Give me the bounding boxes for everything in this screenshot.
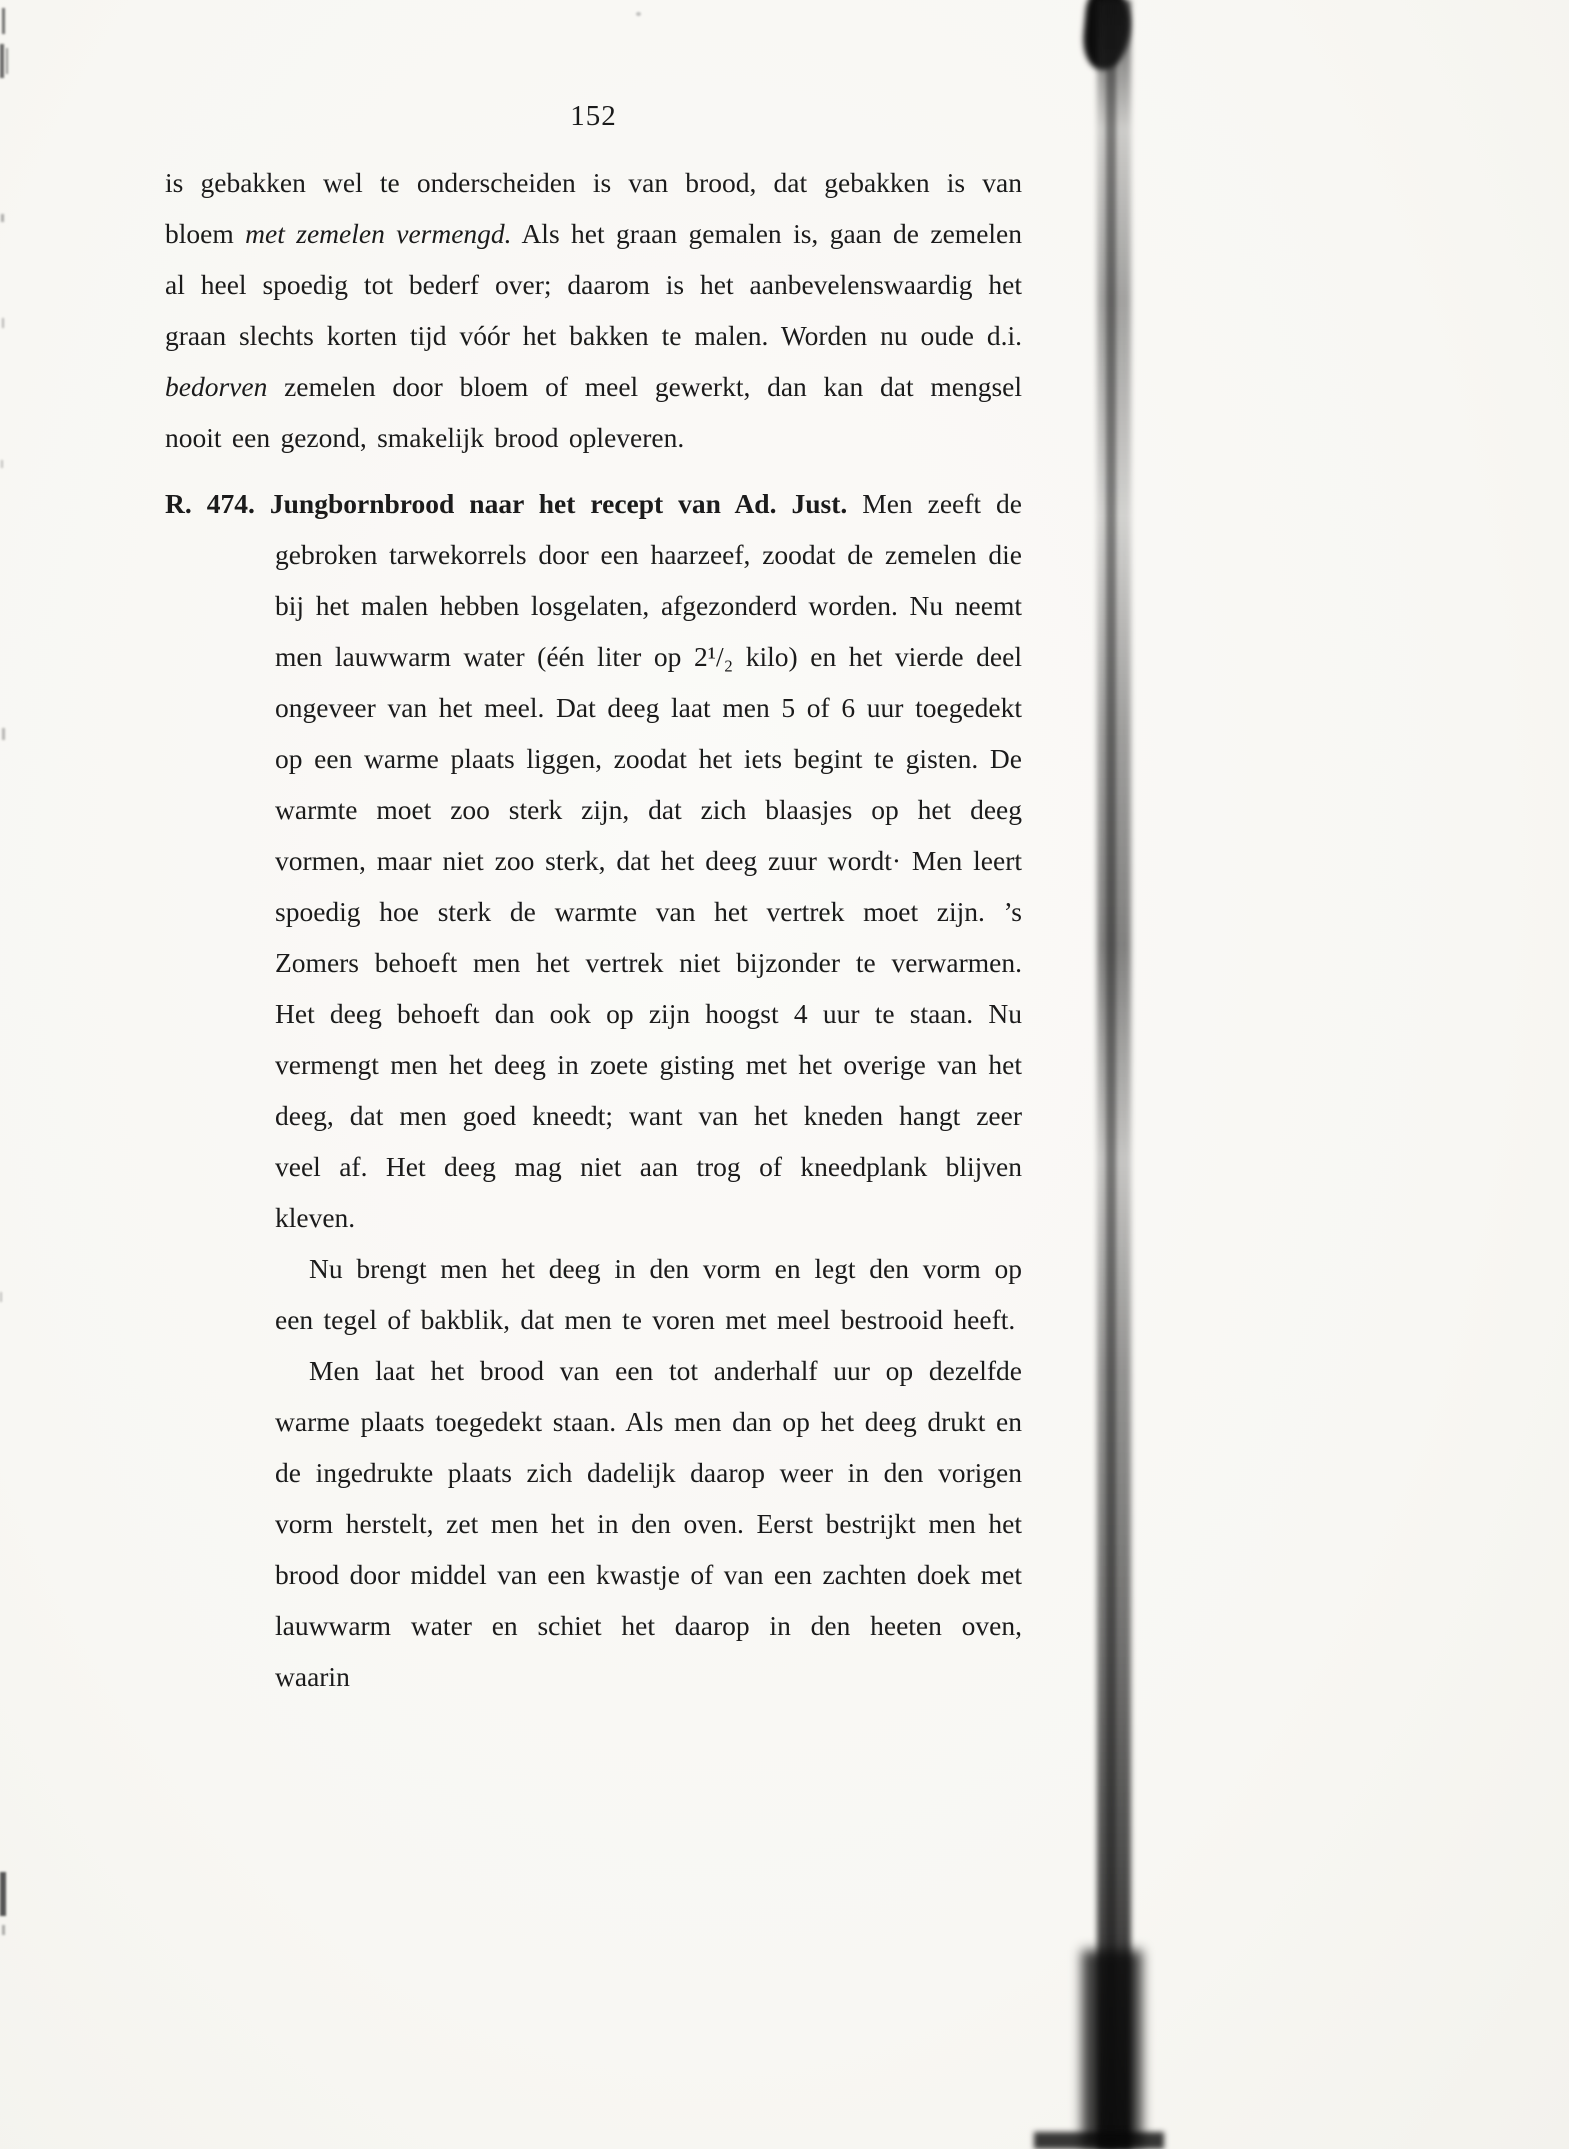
recipe-paragraph-2: Nu brengt men het deeg in den vorm en legt den vorm op een tegel of bakblik, dat men te voren met meel bestrooid heeft.	[275, 1253, 1022, 1335]
scan-artifact-right-bottom-shadow	[1082, 1950, 1142, 2149]
scan-artifact-left-mark	[2, 318, 4, 328]
recipe-paragraph-3: Men laat het brood van een tot anderhalf uur op dezelfde warme plaats toegedekt staan. Als men dan op het deeg drukt en de ingedrukte plaats zich dadelijk daarop weer in den vorigen vorm herstelt, zet men het in den oven. Eerst bestrijkt men het brood door middel van een kwastje of van een zachten doek met lauwwarm water en schiet het daarop in den heeten oven, waarin	[275, 1355, 1022, 1692]
recipe-lead-paragraph	[165, 478, 1023, 1243]
scan-artifact-left-mark	[2, 1925, 5, 1935]
scan-artifact-left-mark	[0, 44, 4, 78]
scan-artifact-left-mark	[1, 214, 4, 222]
scan-artifact-corner-blob	[1081, 0, 1134, 72]
intro-paragraph	[165, 157, 1022, 463]
recipe-section	[165, 478, 1022, 1702]
intro-text-3: zemelen door bloem of meel gewerkt, dan kan dat mengsel nooit een gezond, smakelijk brood opleveren.	[165, 371, 1022, 453]
intro-text-2: Als het graan gemalen is, gaan de zemelen al heel spoedig tot bederf over; daarom is het aanbevelenswaardig het graan slechts korten tijd vóór het bakken te malen. Worden nu oude d.i.	[165, 218, 1022, 351]
recipe-number: R. 474.	[165, 488, 255, 519]
scan-artifact-left-mark	[0, 1872, 6, 1916]
scan-artifact-left-mark	[6, 48, 8, 74]
recipe-title: Jungbornbrood naar het recept van Ad. Just.	[269, 488, 848, 519]
scan-artifact-right-edge-band	[1097, 0, 1131, 2149]
intro-text-1: is gebakken wel te onderscheiden is van brood, dat gebakken is van bloem	[165, 167, 1022, 249]
scan-artifact-bottom-sliver	[1034, 2132, 1164, 2149]
scan-artifact-left-mark	[2, 8, 5, 34]
scan-artifact-left-mark	[0, 1292, 2, 1302]
recipe-body-text: Men zeeft de gebroken tarwekorrels door een haarzeef, zoodat de zemelen die bij het malen hebben losgelaten, afgezonderd worden. Nu neemt men lauwwarm water (één liter op 2¹/₂ kilo) en het vierde deel ongeveer van het meel. Dat deeg laat men 5 of 6 uur toegedekt op een warme plaats liggen, zoodat het iets begint te gisten. De warmte moet zoo sterk zijn, dat zich blaasjes op het deeg vormen, maar niet zoo sterk, dat het deeg zuur wordt· Men leert spoedig hoe sterk de warmte van het vertrek moet zijn. ’s Zomers behoeft men het vertrek niet bijzonder te verwarmen. Het deeg behoeft dan ook op zijn hoogst 4 uur te staan. Nu vermengt men het deeg in zoete gisting met het overige van het deeg, dat men goed kneedt; want van het kneden hangt zeer veel af. Het deeg mag niet aan trog of kneedplank blijven kleven.	[275, 488, 1023, 1233]
text-block	[165, 0, 1022, 1702]
scan-artifact-left-mark	[2, 728, 5, 740]
scan-artifact-right-edge-core	[1106, 0, 1116, 2149]
page-number: 152	[570, 100, 617, 132]
intro-italic-1: met zemelen vermengd.	[245, 218, 512, 249]
intro-italic-2: bedorven	[165, 371, 268, 402]
scan-artifact-left-mark	[1, 460, 3, 468]
